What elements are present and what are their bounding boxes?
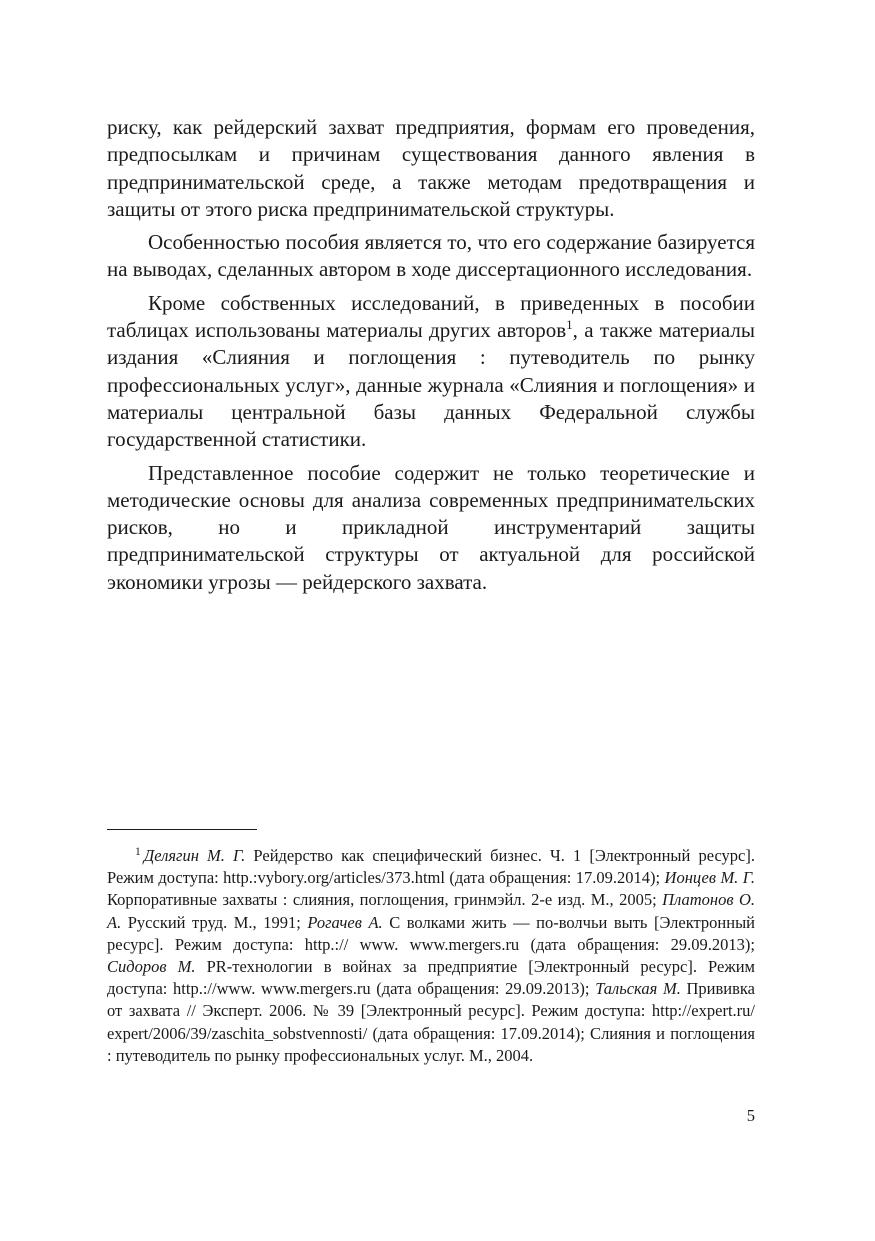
paragraph-2: Особенностью пособия является то, что его содержание базируется на выводах, сделанных автором в ходе диссертационного исследования. (107, 230, 755, 282)
footnote-author: Рогачев А. (307, 912, 383, 932)
paragraph-1: риску, как рейдерский захват предприятия, формам его проведения, предпосылкам и причинам существования данного явления в предпринимательской среде, а также методам предотвращения и защиты от этого риска предпринимательской структуры. (107, 115, 755, 221)
footnote (107, 845, 755, 1067)
footnote-reference[interactable]: 1 (566, 317, 573, 333)
paragraph-4: Представленное пособие содержит не только теоретические и методические основы для анализа современных предпринимательских рисков, но и прикладной инструментарий защиты предпринимательской структуры от актуальной для российской экономики угрозы — рейдерского захвата. (107, 460, 755, 594)
paragraph-3-start: Кроме собственных исследований, в приведенных в пособии таблицах использованы материалы других авторов (107, 290, 755, 343)
paragraph-3 (107, 290, 755, 454)
paragraph-3-end: , а также материалы издания «Слияния и поглощения : путеводитель по рынку профессиональных услуг», данные журнала «Слияния и поглощения» и материалы центральной базы данных Федеральной службы государственной статистики. (107, 318, 755, 452)
footnote-author: Делягин М. Г. (143, 846, 246, 865)
footnote-author: Ионцев М. Г. (664, 868, 755, 888)
main-text (107, 114, 755, 602)
footnote-author: Платонов О. А. (107, 890, 755, 932)
footnote-author: Сидоров М. (107, 957, 196, 977)
footnote-author: Тальская М. (595, 979, 681, 999)
footnote-mark: 1 (135, 845, 141, 858)
footnote-separator (107, 829, 257, 830)
footnote-citation: Прививка от захвата // Эксперт. 2006. № 39 [Электронный ресурс]. Режим доступа: http://expert.ru/ expert/2006/39/zaschita_sobstvennosti/ (дата обращения: 17.09.2014); Слияния и поглощения : путеводитель по рынку профессиональных услуг. М., 2004. (107, 979, 755, 1065)
page-number: 5 (746, 1106, 755, 1125)
footnote-citation: Корпоративные захваты : слияния, поглощения, гринмэйл. 2-е изд. М., 2005; (107, 890, 663, 910)
footnote-citation: Рейдерство как специфический бизнес. Ч. 1 [Электронный ресурс]. Режим доступа: http.:vybory.org/articles/373.html (дата обращения: 17.09.2014); (107, 846, 755, 888)
footnote-citation: PR-технологии в войнах за предприятие [Электронный ресурс]. Режим доступа: http.://www. www.mergers.ru (дата обращения: 29.09.2013); (107, 957, 755, 999)
footnote-citation: Русский труд. М., 1991; (121, 912, 308, 932)
footnote-citation: С волками жить — по-волчьи выть [Электронный ресурс]. Режим доступа: http.:// www. www.mergers.ru (дата обращения: 29.09.2013); (107, 912, 756, 954)
